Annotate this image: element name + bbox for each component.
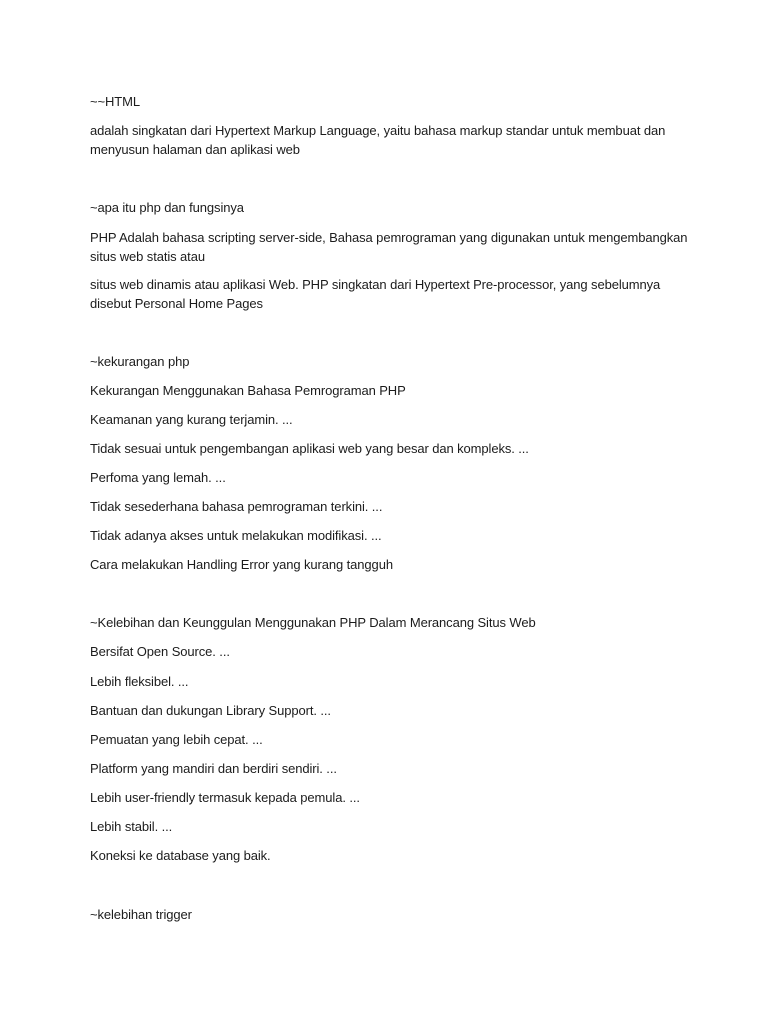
list-item: Tidak adanya akses untuk melakukan modifikasi. ... bbox=[90, 528, 382, 543]
html-definition: adalah singkatan dari Hypertext Markup Language, yaitu bahasa markup standar untuk membuat dan menyusun halaman dan aplikasi web bbox=[90, 123, 666, 157]
list-item: Tidak sesederhana bahasa pemrograman terkini. ... bbox=[90, 499, 383, 514]
kelebihan-heading: ~Kelebihan dan Keunggulan Menggunakan PHP Dalam Merancang Situs Web bbox=[90, 615, 536, 630]
list-item: Lebih fleksibel. ... bbox=[90, 674, 189, 689]
list-item: Koneksi ke database yang baik. bbox=[90, 848, 271, 863]
list-item: Pemuatan yang lebih cepat. ... bbox=[90, 732, 263, 747]
kekurangan-heading: ~kekurangan php bbox=[90, 354, 190, 369]
php-heading: ~apa itu php dan fungsinya bbox=[90, 200, 244, 215]
list-item: Kekurangan Menggunakan Bahasa Pemrograman PHP bbox=[90, 383, 406, 398]
trigger-heading: ~kelebihan trigger bbox=[90, 907, 192, 922]
list-item: Platform yang mandiri dan berdiri sendiri. ... bbox=[90, 761, 337, 776]
list-item: Bersifat Open Source. ... bbox=[90, 644, 230, 659]
list-item: Tidak sesuai untuk pengembangan aplikasi web yang besar dan kompleks. ... bbox=[90, 441, 529, 456]
list-item: Bantuan dan dukungan Library Support. ... bbox=[90, 703, 331, 718]
list-item: Perfoma yang lemah. ... bbox=[90, 470, 226, 485]
list-item: Keamanan yang kurang terjamin. ... bbox=[90, 412, 293, 427]
php-paragraph-2: situs web dinamis atau aplikasi Web. PHP singkatan dari Hypertext Pre-processor, yang sebelumnya disebut Personal Home Pages bbox=[90, 277, 661, 311]
html-heading: ~~HTML bbox=[90, 94, 140, 109]
list-item: Lebih user-friendly termasuk kepada pemula. ... bbox=[90, 790, 360, 805]
php-paragraph-1: PHP Adalah bahasa scripting server-side, Bahasa pemrograman yang digunakan untuk mengembangkan situs web statis atau bbox=[90, 230, 688, 264]
list-item: Lebih stabil. ... bbox=[90, 819, 173, 834]
list-item: Cara melakukan Handling Error yang kurang tangguh bbox=[90, 557, 393, 572]
